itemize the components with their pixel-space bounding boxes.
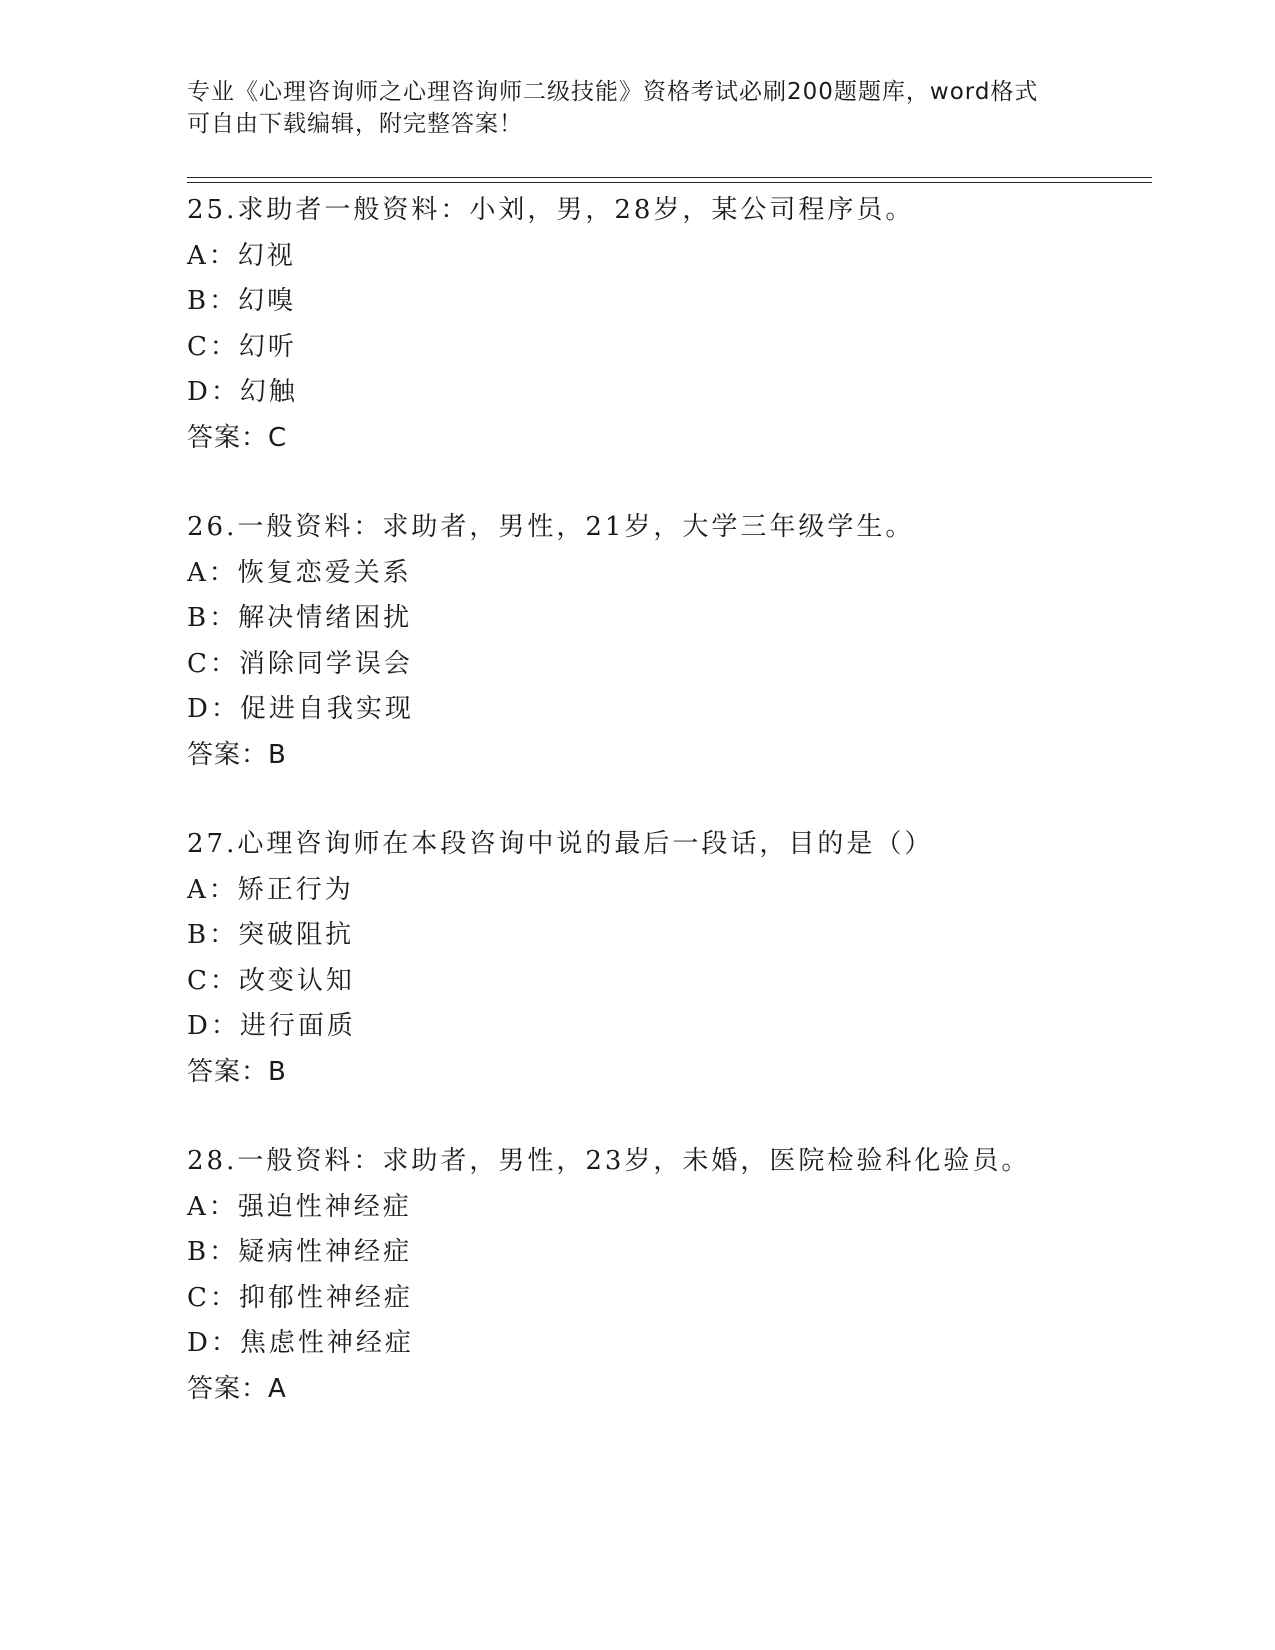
- option-d: D：焦虑性神经症: [187, 1328, 414, 1358]
- question-28: [187, 1139, 1147, 1412]
- option-a: A：强迫性神经症: [187, 1191, 412, 1222]
- answer-line: 答案：A: [187, 1373, 287, 1404]
- answer-line: 答案：B: [187, 739, 287, 770]
- option-c: C：消除同学误会: [187, 648, 413, 679]
- option-d: D：进行面质: [187, 1011, 356, 1041]
- option-a: A：矫正行为: [187, 874, 354, 905]
- option-b: B：疑病性神经症: [187, 1237, 413, 1267]
- option-d: D：幻触: [187, 377, 298, 407]
- option-a: A：幻视: [187, 240, 296, 271]
- question-stem: 28.一般资料：求助者，男性，23岁，未婚，医院检验科化验员。: [187, 1146, 1031, 1176]
- question-stem: 25.求助者一般资料：小刘，男，28岁，某公司程序员。: [187, 195, 915, 225]
- option-c: C：幻听: [187, 331, 297, 362]
- header-line-1: 专业《心理咨询师之心理咨询师二级技能》资格考试必刷200题题库，word格式: [187, 79, 1039, 105]
- header-line-2: 可自由下载编辑，附完整答案！: [187, 111, 523, 137]
- document-header: [187, 76, 1087, 140]
- question-26: [187, 505, 1147, 778]
- question-stem: 26.一般资料：求助者，男性，21岁，大学三年级学生。: [187, 512, 915, 542]
- option-c: C：改变认知: [187, 965, 355, 996]
- question-stem: 27.心理咨询师在本段咨询中说的最后一段话，目的是（）: [187, 829, 934, 859]
- header-divider-bottom: [187, 182, 1152, 183]
- option-a: A：恢复恋爱关系: [187, 557, 412, 588]
- option-b: B：幻嗅: [187, 286, 297, 316]
- answer-line: 答案：B: [187, 1056, 287, 1087]
- option-c: C：抑郁性神经症: [187, 1282, 413, 1313]
- header-divider-top: [187, 177, 1152, 178]
- question-27: [187, 822, 1147, 1095]
- option-d: D：促进自我实现: [187, 694, 414, 724]
- option-b: B：解决情绪困扰: [187, 603, 413, 633]
- question-25: [187, 188, 1147, 461]
- answer-line: 答案：C: [187, 422, 288, 453]
- option-b: B：突破阻抗: [187, 920, 355, 950]
